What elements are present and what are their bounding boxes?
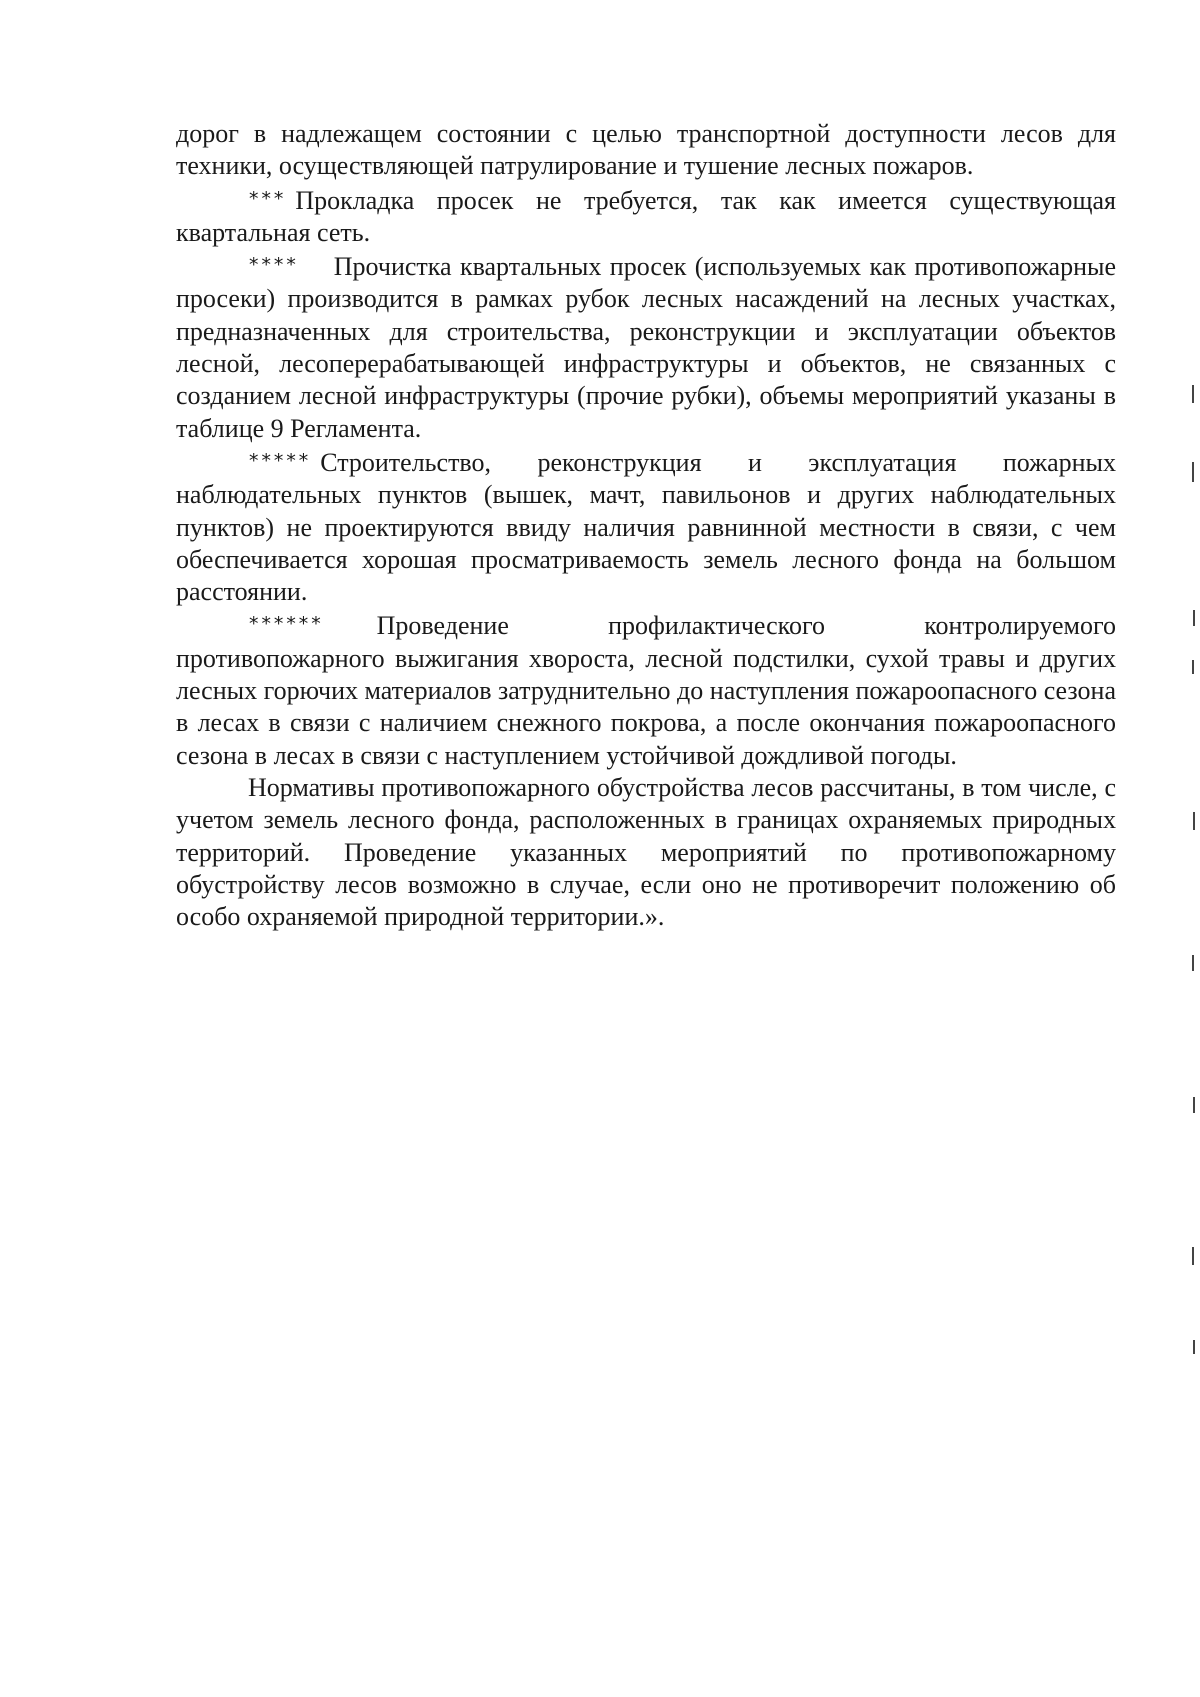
paragraph-text: Проведение профилактического контролируемого противопожарного выжигания хвороста, лесной подстилки, сухой травы и других лесных горючих материалов затруднительно до наступления пожароопасного сезона в лесах в связи с наличием снежного покрова, а после окончания пожароопасного сезона в лесах в связи с наступлением устойчивой дождливой погоды. — [176, 611, 1116, 770]
paragraph-footnote-6 — [176, 608, 1116, 771]
scan-edge-artifact — [1193, 812, 1195, 830]
paragraph-continuation — [176, 118, 1116, 183]
paragraph-text: Прочистка квартальных просек (используемых как противопожарные просеки) производится в рамках рубок лесных насаждений на лесных участках, предназначенных для строительства, реконструкции и эксплуатации объектов лесной, лесоперерабатывающей инфраструктуры и объектов, не связанных с созданием лесной инфраструктуры (прочие рубки), объемы мероприятий указаны в таблице 9 Регламента. — [176, 252, 1116, 443]
scan-edge-artifact — [1193, 1340, 1195, 1354]
scan-edge-artifact — [1192, 1247, 1194, 1265]
paragraph-text: Прокладка просек не требуется, так как имеется существующая квартальная сеть. — [176, 185, 1116, 247]
scan-edge-artifact — [1193, 1097, 1195, 1113]
paragraph-footnote-5 — [176, 445, 1116, 608]
scan-edge-artifact — [1192, 660, 1194, 674]
paragraph-text: дорог в надлежащем состоянии с целью транспортной доступности лесов для техники, осуществляющей патрулирование и тушение лесных пожаров. — [176, 119, 1116, 181]
scan-edge-artifact — [1192, 385, 1194, 403]
footnote-marker: ****** — [248, 613, 323, 636]
scan-edge-artifact — [1193, 610, 1195, 626]
footnote-marker: *** — [248, 187, 286, 210]
paragraph-footnote-3 — [176, 183, 1116, 250]
document-body — [176, 118, 1116, 933]
scan-edge-artifact — [1192, 462, 1194, 482]
paragraph-normatives — [176, 772, 1116, 933]
footnote-marker: **** — [248, 254, 298, 277]
paragraph-footnote-4 — [176, 249, 1116, 445]
footnote-marker: ***** — [248, 449, 311, 472]
paragraph-text: Нормативы противопожарного обустройства лесов рассчитаны, в том числе, с учетом земель лесного фонда, расположенных в границах охраняемых природных территорий. Проведение указанных мероприятий по противопожарному обустройству лесов возможно в случае, если оно не противоречит положению об особо охраняемой природной территории.». — [176, 772, 1116, 932]
scan-edge-artifact — [1192, 955, 1194, 971]
paragraph-text: Строительство, реконструкция и эксплуатация пожарных наблюдательных пунктов (вышек, мачт, павильонов и других наблюдательных пунктов) не проектируются ввиду наличия равнинной местности в связи, с чем обеспечивается хорошая просматриваемость земель лесного фонда на большом расстоянии. — [176, 447, 1116, 607]
